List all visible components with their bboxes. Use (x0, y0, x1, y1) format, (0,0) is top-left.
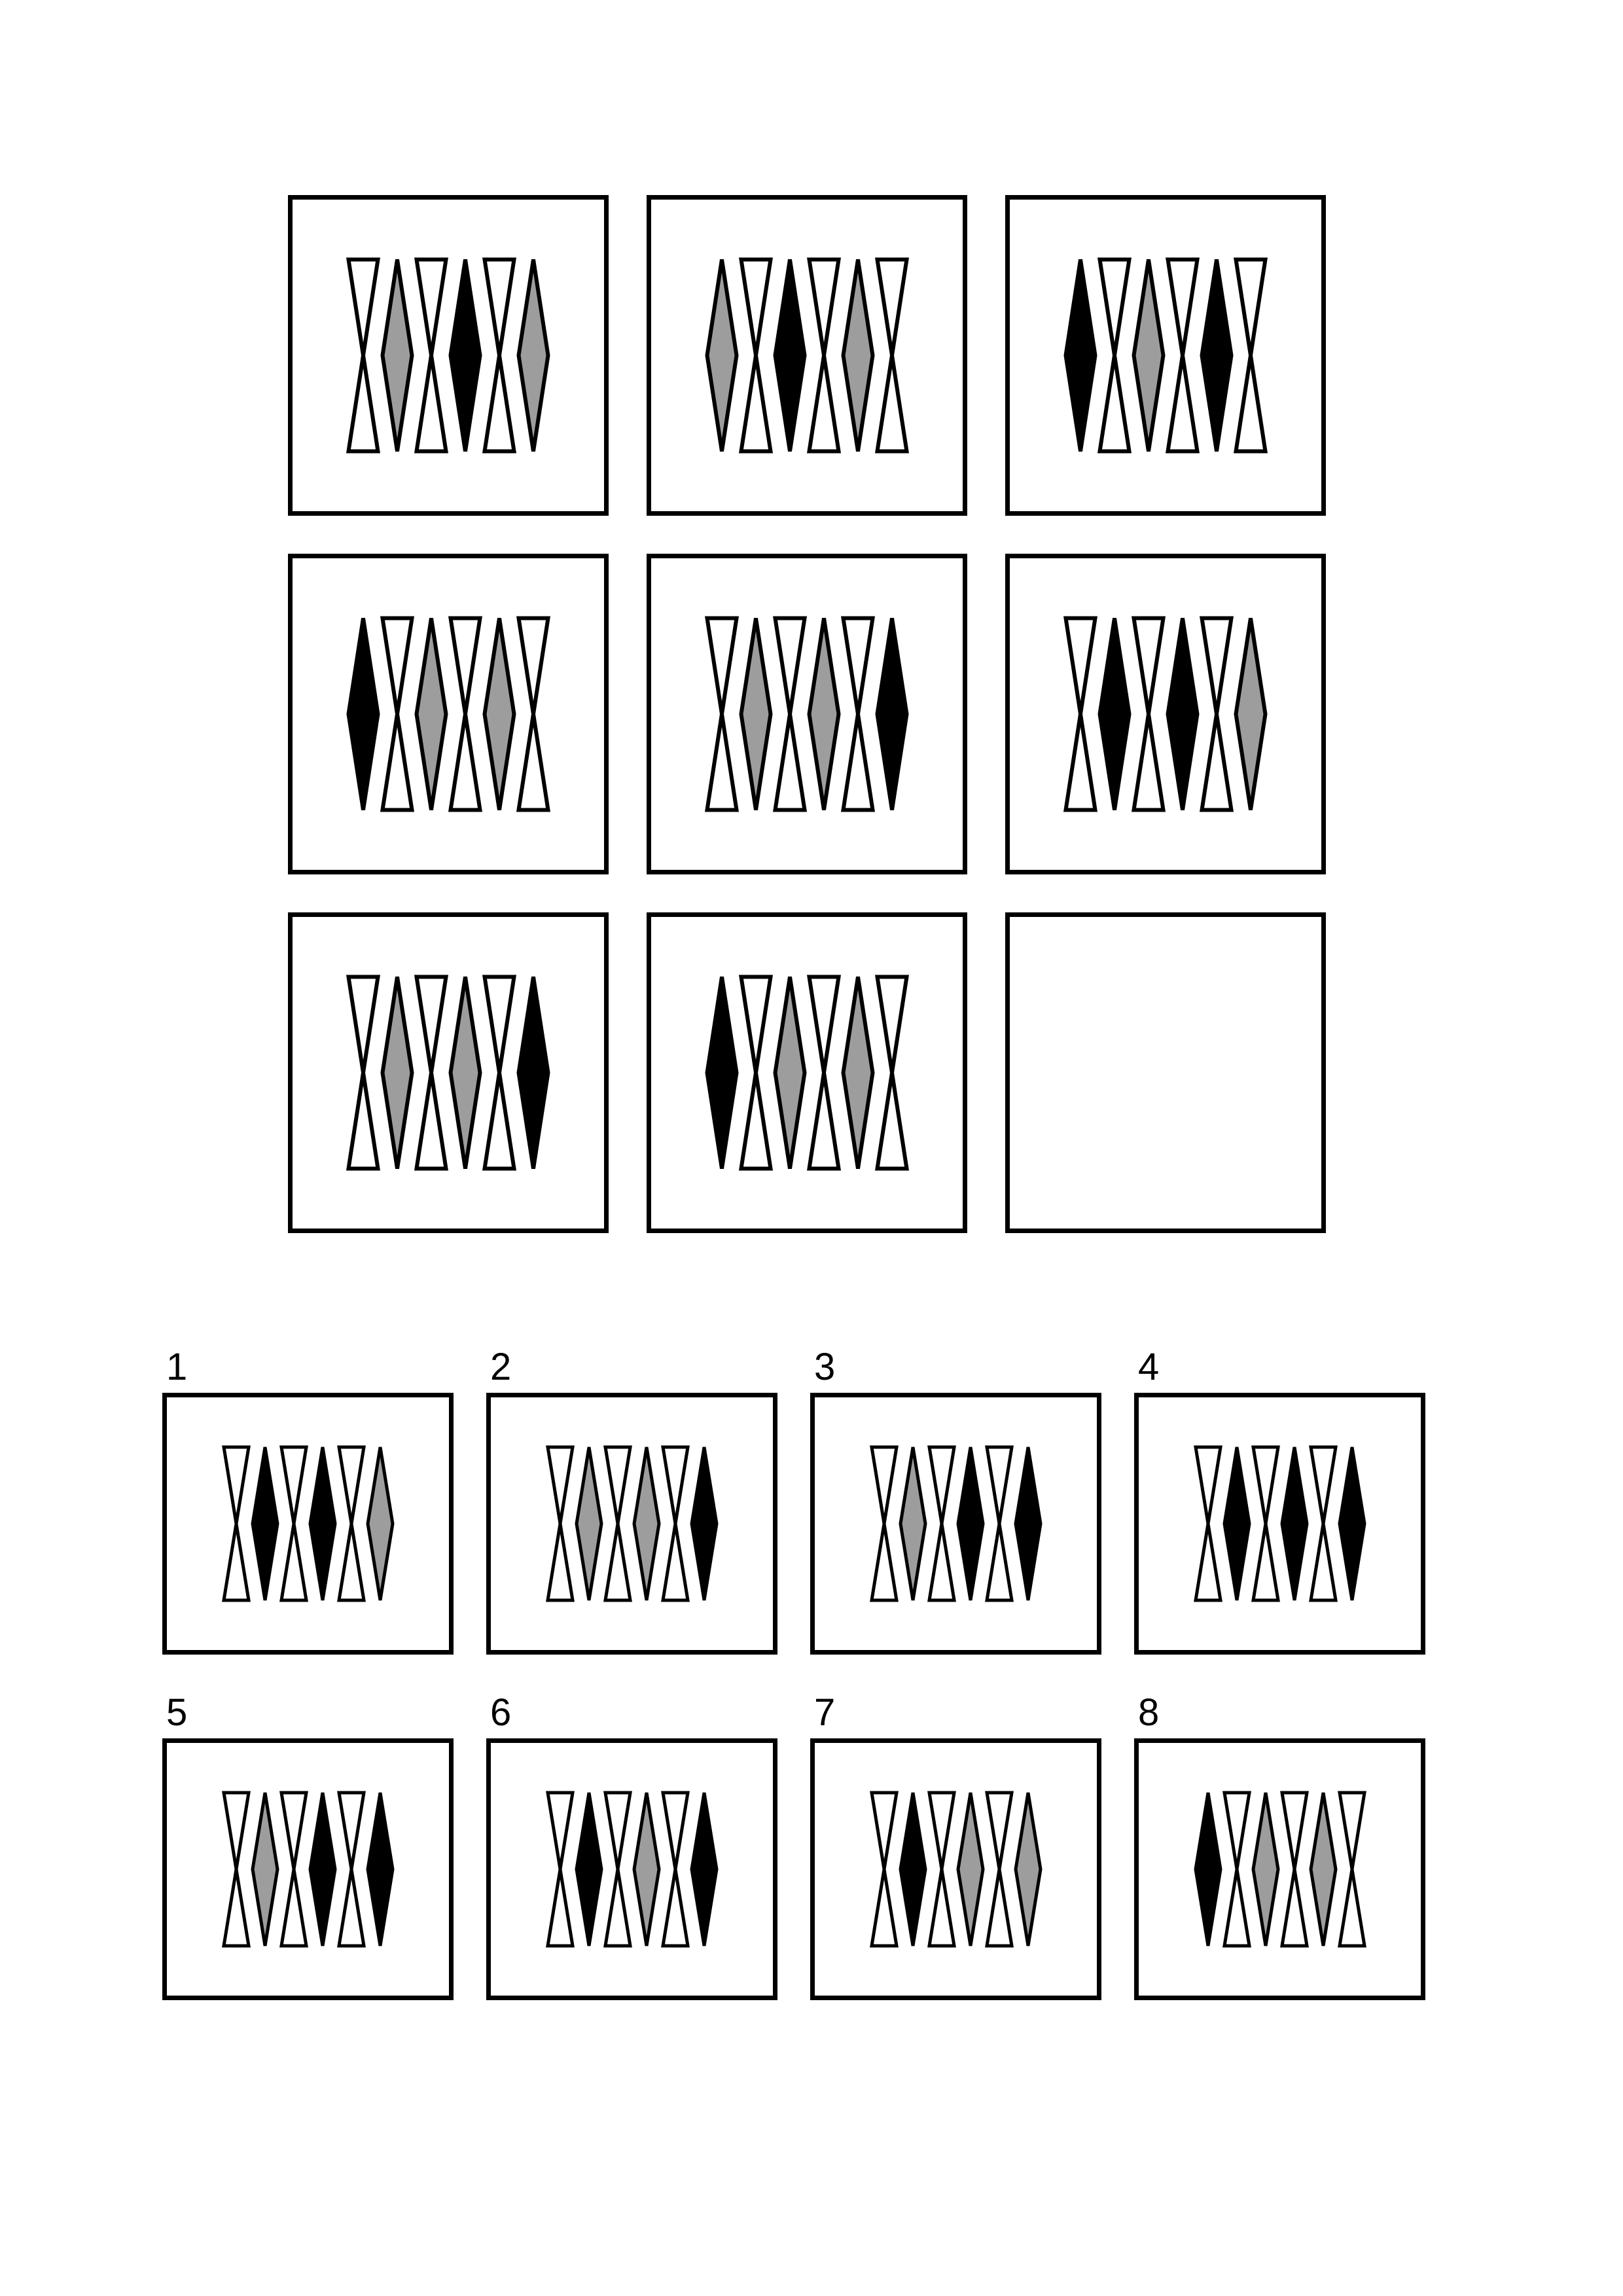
hourglass-shape (1234, 257, 1268, 454)
options-row (162, 1348, 1471, 1655)
diamond-shape (632, 1791, 661, 1948)
diamond-shape (1280, 1445, 1309, 1602)
hourglass-shape (985, 1791, 1014, 1948)
figure-group-matrix (1063, 616, 1268, 812)
diamond-shape (899, 1791, 927, 1948)
matrix-grid (288, 195, 1342, 1249)
figure-group-option (546, 1445, 719, 1602)
diamond-shape (705, 975, 739, 1171)
matrix-cell (647, 912, 967, 1233)
hourglass-shape (279, 1445, 308, 1602)
hourglass-shape (414, 257, 448, 454)
hourglass-shape (546, 1791, 575, 1948)
diamond-shape (1014, 1445, 1043, 1602)
diamond-shape (414, 616, 448, 812)
option-cell[interactable] (486, 1393, 777, 1655)
diamond-shape (575, 1791, 603, 1948)
hourglass-shape (875, 975, 909, 1171)
hourglass-shape (222, 1445, 251, 1602)
hourglass-shape (661, 1791, 690, 1948)
hourglass-shape (739, 975, 773, 1171)
diamond-shape (773, 257, 807, 454)
matrix-cell-missing[interactable] (1005, 912, 1326, 1233)
diamond-shape (690, 1445, 719, 1602)
figure-group-option (546, 1791, 719, 1948)
option-cell[interactable] (162, 1393, 454, 1655)
hourglass-shape (841, 616, 875, 812)
figure-group-option (1194, 1791, 1366, 1948)
hourglass-shape (1194, 1445, 1222, 1602)
hourglass-shape (870, 1791, 899, 1948)
hourglass-shape (482, 257, 516, 454)
hourglass-shape (927, 1791, 956, 1948)
diamond-shape (251, 1445, 279, 1602)
diamond-shape (1234, 616, 1268, 812)
diamond-shape (1251, 1791, 1280, 1948)
hourglass-shape (337, 1791, 366, 1948)
figure-group-option (870, 1791, 1043, 1948)
hourglass-shape (482, 975, 516, 1171)
matrix-cell (288, 195, 609, 516)
hourglass-shape (1251, 1445, 1280, 1602)
hourglass-shape (546, 1445, 575, 1602)
hourglass-shape (1166, 257, 1200, 454)
option-label: 2 (490, 1346, 512, 1388)
hourglass-shape (875, 257, 909, 454)
diamond-shape (632, 1445, 661, 1602)
option-label: 5 (166, 1691, 188, 1734)
matrix-cell (288, 554, 609, 874)
hourglass-shape (380, 616, 414, 812)
matrix-cell (647, 195, 967, 516)
diamond-shape (956, 1445, 985, 1602)
option-6[interactable] (486, 1691, 777, 2000)
hourglass-shape (661, 1445, 690, 1602)
diamond-shape (1200, 257, 1234, 454)
diamond-shape (1194, 1791, 1222, 1948)
hourglass-shape (870, 1445, 899, 1602)
option-1[interactable] (162, 1348, 454, 1655)
hourglass-shape (1132, 616, 1166, 812)
hourglass-shape (807, 975, 841, 1171)
hourglass-shape (1222, 1791, 1251, 1948)
matrix-cell (647, 554, 967, 874)
option-cell[interactable] (1134, 1393, 1425, 1655)
figure-group-matrix (1063, 257, 1268, 454)
option-cell[interactable] (810, 1393, 1101, 1655)
matrix-row (288, 554, 1342, 874)
matrix-row (288, 195, 1342, 516)
diamond-shape (899, 1445, 927, 1602)
diamond-shape (705, 257, 739, 454)
hourglass-shape (1338, 1791, 1366, 1948)
hourglass-shape (1309, 1445, 1338, 1602)
figure-group-option (222, 1791, 395, 1948)
diamond-shape (841, 257, 875, 454)
option-7[interactable] (810, 1691, 1101, 2000)
figure-group-option (222, 1445, 395, 1602)
diamond-shape (1338, 1445, 1366, 1602)
diamond-shape (875, 616, 909, 812)
option-label: 1 (166, 1346, 188, 1388)
matrix-cell (1005, 195, 1326, 516)
figure-group-matrix (346, 616, 550, 812)
diamond-shape (1014, 1791, 1043, 1948)
hourglass-shape (739, 257, 773, 454)
diamond-shape (1166, 616, 1200, 812)
diamond-shape (251, 1791, 279, 1948)
diamond-shape (308, 1791, 337, 1948)
diamond-shape (1309, 1791, 1338, 1948)
diamond-shape (841, 975, 875, 1171)
figure-group-matrix (705, 975, 909, 1171)
diamond-shape (346, 616, 380, 812)
hourglass-shape (807, 257, 841, 454)
diamond-shape (956, 1791, 985, 1948)
diamond-shape (739, 616, 773, 812)
diamond-shape (1063, 257, 1097, 454)
diamond-shape (807, 616, 841, 812)
figure-group-matrix (705, 257, 909, 454)
hourglass-shape (414, 975, 448, 1171)
option-8[interactable] (1134, 1691, 1425, 2000)
options-row (162, 1691, 1471, 2000)
diamond-shape (448, 975, 482, 1171)
diamond-shape (366, 1791, 395, 1948)
hourglass-shape (705, 616, 739, 812)
hourglass-shape (279, 1791, 308, 1948)
option-label: 4 (1138, 1346, 1160, 1388)
hourglass-shape (346, 257, 380, 454)
figure-group-option (1194, 1445, 1366, 1602)
diamond-shape (308, 1445, 337, 1602)
figure-group-matrix (705, 616, 909, 812)
option-label: 8 (1138, 1691, 1160, 1734)
option-4[interactable] (1134, 1348, 1425, 1655)
diamond-shape (690, 1791, 719, 1948)
option-2[interactable] (486, 1348, 777, 1655)
hourglass-shape (603, 1791, 632, 1948)
diamond-shape (1222, 1445, 1251, 1602)
option-label: 7 (814, 1691, 836, 1734)
hourglass-shape (1063, 616, 1097, 812)
figure-group-matrix (346, 257, 550, 454)
figure-group-matrix (346, 975, 550, 1171)
option-cell[interactable] (162, 1738, 454, 2000)
hourglass-shape (1280, 1791, 1309, 1948)
diamond-shape (448, 257, 482, 454)
diamond-shape (482, 616, 516, 812)
hourglass-shape (1097, 257, 1132, 454)
diamond-shape (1097, 616, 1132, 812)
option-label: 6 (490, 1691, 512, 1734)
hourglass-shape (448, 616, 482, 812)
hourglass-shape (1200, 616, 1234, 812)
option-label: 3 (814, 1346, 836, 1388)
figure-group-option (870, 1445, 1043, 1602)
option-cell[interactable] (810, 1738, 1101, 2000)
options-panel (162, 1348, 1471, 2039)
hourglass-shape (603, 1445, 632, 1602)
hourglass-shape (222, 1791, 251, 1948)
matrix-cell (288, 912, 609, 1233)
diamond-shape (575, 1445, 603, 1602)
option-cell[interactable] (486, 1738, 777, 2000)
diamond-shape (366, 1445, 395, 1602)
hourglass-shape (346, 975, 380, 1171)
diamond-shape (1132, 257, 1166, 454)
diamond-shape (380, 257, 414, 454)
matrix-cell (1005, 554, 1326, 874)
matrix-row (288, 912, 1342, 1233)
option-5[interactable] (162, 1691, 454, 2000)
diamond-shape (773, 975, 807, 1171)
hourglass-shape (516, 616, 550, 812)
diamond-shape (380, 975, 414, 1171)
diamond-shape (516, 975, 550, 1171)
diamond-shape (516, 257, 550, 454)
hourglass-shape (337, 1445, 366, 1602)
option-cell[interactable] (1134, 1738, 1425, 2000)
hourglass-shape (773, 616, 807, 812)
option-3[interactable] (810, 1348, 1101, 1655)
hourglass-shape (985, 1445, 1014, 1602)
hourglass-shape (927, 1445, 956, 1602)
